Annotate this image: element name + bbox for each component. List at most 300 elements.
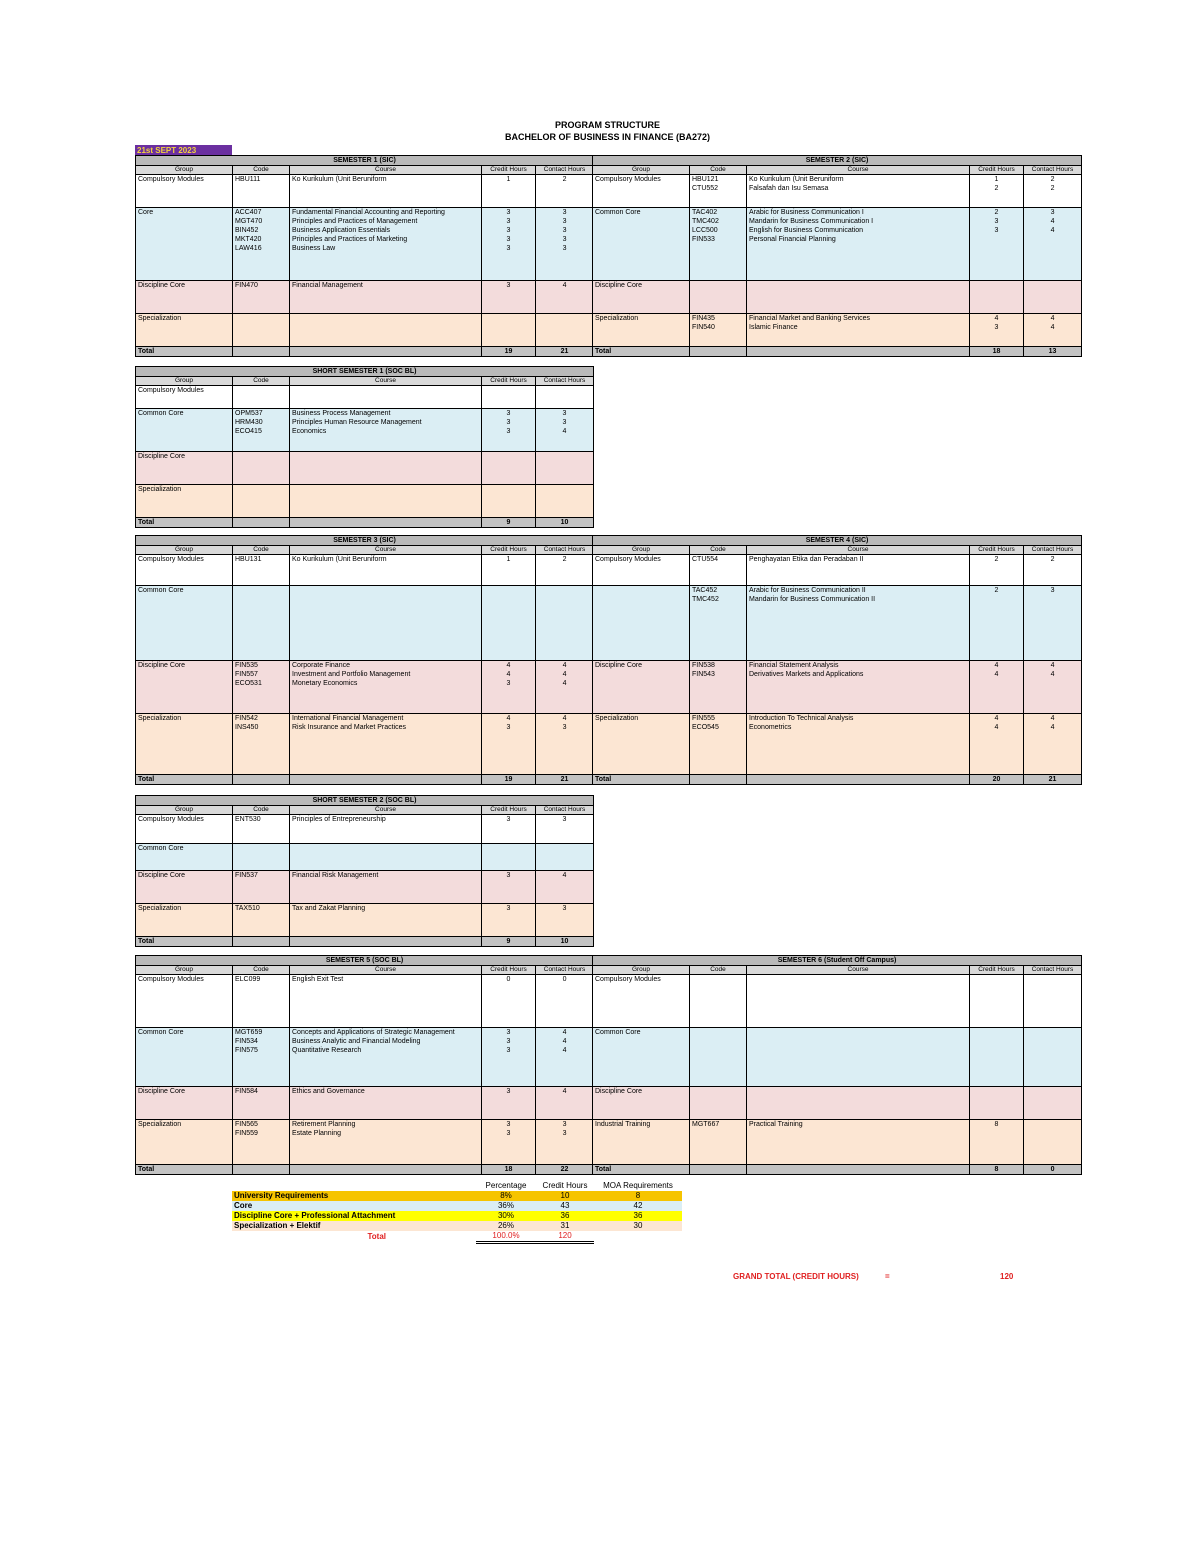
table-row: [136, 555, 594, 586]
credit-cell: [970, 586, 1024, 661]
code-header: Code: [233, 166, 290, 175]
total-code-cell: [690, 775, 747, 785]
contact-hours-header: Contact Hours: [536, 966, 594, 975]
credit-value: 4: [506, 662, 511, 669]
credit-value: 3: [506, 419, 511, 426]
total-contacts: 10: [536, 518, 594, 528]
table-row: [136, 314, 594, 347]
code-header: Code: [233, 806, 290, 815]
course-code: TMC402: [692, 218, 719, 225]
semester-title: SEMESTER 3 (SIC): [136, 536, 594, 546]
summary-total-row: [232, 1231, 682, 1243]
code-header: Code: [233, 966, 290, 975]
contact-cell: [1024, 714, 1082, 775]
course-name: Econometrics: [749, 724, 792, 731]
contact-cell: [1024, 975, 1082, 1028]
course-name: Quantitative Research: [292, 1047, 362, 1054]
table-row: [136, 452, 594, 485]
code-header: Code: [690, 546, 747, 555]
table-row: [593, 586, 1082, 661]
credit-value: 8: [994, 1121, 999, 1128]
code-cell: [233, 314, 290, 347]
group-header: Group: [593, 166, 690, 175]
semester-title-row: [593, 536, 1082, 546]
course-code: TMC452: [692, 596, 719, 603]
course-cell: [747, 1028, 970, 1087]
credit-cell: [482, 871, 536, 904]
contact-value: 4: [1050, 715, 1055, 722]
summary-total-empty: [594, 1231, 682, 1243]
table-row: [136, 208, 594, 281]
code-cell: [233, 485, 290, 518]
contact-cell: [536, 1028, 594, 1087]
contact-value: 4: [562, 671, 567, 678]
code-cell: [233, 904, 290, 937]
credit-value: 4: [994, 724, 999, 731]
total-course-cell: [290, 518, 482, 528]
course-cell: [290, 714, 482, 775]
course-code: MKT420: [235, 236, 262, 243]
total-label: Total: [136, 518, 233, 528]
summary-table: [232, 1181, 682, 1244]
contact-value: 0: [562, 976, 567, 983]
total-course-cell: [747, 775, 970, 785]
short-semester-2-table: [135, 795, 594, 947]
semester-title: SHORT SEMESTER 2 (SOC BL): [136, 796, 594, 806]
group-cell: Discipline Core: [593, 661, 690, 714]
credit-value: 4: [994, 662, 999, 669]
semester-title-row: [136, 956, 594, 966]
table-row: [593, 314, 1082, 347]
total-row: [136, 937, 594, 947]
credit-cell: [482, 1120, 536, 1165]
contact-cell: [536, 314, 594, 347]
code-cell: [233, 386, 290, 409]
credit-value: 3: [994, 324, 999, 331]
semester-title: SHORT SEMESTER 1 (SOC BL): [136, 367, 594, 377]
table-row: [593, 1028, 1082, 1087]
summary-moa-header: MOA Requirements: [603, 1181, 673, 1190]
course-code: FIN543: [692, 671, 715, 678]
summary-credit-hours: 36: [536, 1211, 594, 1221]
course-cell: [290, 1087, 482, 1120]
semester-title-row: [136, 367, 594, 377]
semester-title-row: [136, 796, 594, 806]
course-code: FIN534: [235, 1038, 258, 1045]
contact-cell: [536, 409, 594, 452]
contact-value: 3: [562, 724, 567, 731]
contact-cell: [536, 1087, 594, 1120]
total-credits: 18: [482, 1165, 536, 1175]
summary-row: [232, 1201, 682, 1211]
course-name: Practical Training: [749, 1121, 803, 1128]
course-code: FIN559: [235, 1130, 258, 1137]
code-cell: [690, 281, 747, 314]
summary-percentage: 8%: [476, 1191, 536, 1201]
credit-cell: [482, 904, 536, 937]
code-cell: [690, 1028, 747, 1087]
summary-moa: 8: [594, 1191, 682, 1201]
table-row: [136, 586, 594, 661]
credit-hours-header: Credit Hours: [482, 166, 536, 175]
semester-title-row: [593, 956, 1082, 966]
contact-value: 4: [1050, 324, 1055, 331]
group-cell: Discipline Core: [136, 1087, 233, 1120]
summary-label: University Requirements: [232, 1191, 476, 1201]
group-cell: Discipline Core: [593, 1087, 690, 1120]
table-row: [136, 661, 594, 714]
summary-row: [232, 1191, 682, 1201]
group-header: Group: [593, 546, 690, 555]
semester-title: SEMESTER 4 (SIC): [593, 536, 1082, 546]
table-row: [136, 175, 594, 208]
course-cell: [290, 409, 482, 452]
contact-value: 4: [1050, 218, 1055, 225]
total-code-cell: [233, 1165, 290, 1175]
code-cell: [690, 714, 747, 775]
summary-percentage: 26%: [476, 1221, 536, 1231]
group-cell: Specialization: [136, 314, 233, 347]
total-course-cell: [290, 775, 482, 785]
course-name: Business Law: [292, 245, 336, 252]
contact-cell: [536, 871, 594, 904]
contact-cell: [536, 904, 594, 937]
code-header: Code: [690, 966, 747, 975]
course-cell: [290, 208, 482, 281]
contact-hours-header: Contact Hours: [1024, 966, 1082, 975]
code-cell: [233, 815, 290, 844]
table-row: [136, 386, 594, 409]
course-header: Course: [290, 377, 482, 386]
course-cell: [747, 661, 970, 714]
course-code: FIN533: [692, 236, 715, 243]
course-name: Penghayatan Etika dan Peradaban II: [749, 556, 864, 563]
grand-total-label: GRAND TOTAL (CREDIT HOURS): [733, 1272, 859, 1281]
course-name: International Financial Management: [292, 715, 404, 722]
course-name: Estate Planning: [292, 1130, 342, 1137]
total-label: Total: [136, 775, 233, 785]
credit-value: 3: [506, 680, 511, 687]
group-cell: Specialization: [593, 314, 690, 347]
table-row: [136, 409, 594, 452]
table-row: [593, 975, 1082, 1028]
credit-value: 3: [506, 282, 511, 289]
course-code: LCC500: [692, 227, 718, 234]
credit-value: 3: [506, 1088, 511, 1095]
contact-cell: [536, 452, 594, 485]
credit-hours-header: Credit Hours: [970, 546, 1024, 555]
course-code: FIN584: [235, 1088, 258, 1095]
table-row: [136, 281, 594, 314]
course-code: ECO415: [235, 428, 262, 435]
contact-value: 3: [562, 419, 567, 426]
course-code: FIN565: [235, 1121, 258, 1128]
credit-cell: [482, 975, 536, 1028]
summary-label: Core: [232, 1201, 476, 1211]
total-credits: 9: [482, 518, 536, 528]
group-cell: Specialization: [593, 714, 690, 775]
contact-value: 4: [562, 1088, 567, 1095]
table-row: [593, 281, 1082, 314]
contact-value: 4: [562, 1029, 567, 1036]
group-header: Group: [136, 546, 233, 555]
credit-hours-header: Credit Hours: [970, 166, 1024, 175]
course-name: Business Application Essentials: [292, 227, 391, 234]
course-code: ELC099: [235, 976, 261, 983]
credit-value: 3: [506, 1047, 511, 1054]
course-name: Islamic Finance: [749, 324, 798, 331]
credit-hours-header: Credit Hours: [482, 377, 536, 386]
summary-percentage-header: Percentage: [485, 1181, 527, 1190]
credit-cell: [970, 314, 1024, 347]
group-cell: Specialization: [136, 1120, 233, 1165]
course-name: Concepts and Applications of Strategic Management: [292, 1029, 455, 1036]
contact-cell: [536, 208, 594, 281]
contact-cell: [536, 175, 594, 208]
code-cell: [233, 975, 290, 1028]
credit-cell: [970, 1087, 1024, 1120]
code-cell: [690, 208, 747, 281]
credit-value: 3: [506, 227, 511, 234]
group-cell: Discipline Core: [136, 661, 233, 714]
credit-value: 4: [994, 315, 999, 322]
contact-value: 2: [562, 556, 567, 563]
code-cell: [690, 586, 747, 661]
semester-title-row: [136, 536, 594, 546]
course-cell: [747, 714, 970, 775]
course-name: Principles and Practices of Management: [292, 218, 418, 225]
contact-value: 4: [1050, 315, 1055, 322]
contact-cell: [536, 975, 594, 1028]
group-cell: Specialization: [136, 485, 233, 518]
credit-value: 4: [994, 715, 999, 722]
semester-3-table: [135, 535, 594, 785]
code-cell: [233, 1120, 290, 1165]
course-cell: [290, 314, 482, 347]
contact-value: 4: [562, 872, 567, 879]
credit-cell: [482, 485, 536, 518]
course-code: HRM430: [235, 419, 263, 426]
course-code: OPM537: [235, 410, 263, 417]
code-cell: [233, 175, 290, 208]
credit-value: 3: [506, 905, 511, 912]
total-row: [136, 518, 594, 528]
credit-cell: [970, 208, 1024, 281]
course-cell: [290, 452, 482, 485]
course-name: Mandarin for Business Communication II: [749, 596, 876, 603]
course-code: LAW416: [235, 245, 262, 252]
contact-value: 4: [1050, 724, 1055, 731]
total-label: Total: [593, 347, 690, 357]
course-code: INS450: [235, 724, 259, 731]
group-cell: Discipline Core: [136, 452, 233, 485]
course-name: Falsafah dan Isu Semasa: [749, 185, 829, 192]
credit-value: 3: [506, 410, 511, 417]
contact-cell: [536, 1120, 594, 1165]
credit-cell: [482, 409, 536, 452]
contact-value: 3: [562, 227, 567, 234]
contact-cell: [536, 281, 594, 314]
code-header: Code: [690, 166, 747, 175]
credit-value: 3: [506, 236, 511, 243]
course-name: Personal Financial Planning: [749, 236, 836, 243]
contact-value: 2: [562, 176, 567, 183]
table-row: [593, 714, 1082, 775]
course-cell: [747, 208, 970, 281]
semester-title: SEMESTER 5 (SOC BL): [136, 956, 594, 966]
grand-total-equals: =: [885, 1272, 890, 1281]
group-cell: [593, 586, 690, 661]
total-contacts: 13: [1024, 347, 1082, 357]
code-cell: [233, 452, 290, 485]
course-name: English Exit Test: [292, 976, 344, 983]
course-header: Course: [290, 166, 482, 175]
code-header: Code: [233, 546, 290, 555]
code-cell: [233, 1028, 290, 1087]
course-cell: [747, 281, 970, 314]
credit-cell: [482, 661, 536, 714]
contact-hours-header: Contact Hours: [536, 166, 594, 175]
summary-total-credit-hours: 120: [536, 1231, 594, 1243]
contact-cell: [1024, 314, 1082, 347]
summary-credit-hours-header: Credit Hours: [542, 1181, 588, 1190]
credit-cell: [482, 815, 536, 844]
course-cell: [290, 555, 482, 586]
table-row: [593, 1120, 1082, 1165]
semester-1-table: [135, 155, 594, 357]
contact-cell: [536, 844, 594, 871]
credit-value: 3: [506, 1038, 511, 1045]
course-code: ECO531: [235, 680, 262, 687]
group-cell: Common Core: [593, 1028, 690, 1087]
course-code: ACC407: [235, 209, 262, 216]
contact-cell: [536, 386, 594, 409]
contact-value: 3: [1050, 587, 1055, 594]
group-cell: Compulsory Modules: [136, 555, 233, 586]
total-label: Total: [136, 1165, 233, 1175]
group-cell: Compulsory Modules: [593, 555, 690, 586]
total-row: [136, 1165, 594, 1175]
course-name: Ko Kurikulum (Unit Beruniform: [749, 176, 844, 183]
total-credits: 19: [482, 775, 536, 785]
column-header-row: [593, 546, 1082, 555]
semester-title: SEMESTER 6 (Student Off Campus): [593, 956, 1082, 966]
semester-title-row: [593, 156, 1082, 166]
group-cell: Industrial Training: [593, 1120, 690, 1165]
grand-total-value: 120: [1000, 1272, 1014, 1281]
credit-value: 3: [506, 209, 511, 216]
contact-cell: [1024, 1120, 1082, 1165]
code-cell: [233, 714, 290, 775]
table-row: [593, 175, 1082, 208]
course-code: MGT659: [235, 1029, 263, 1036]
credit-value: 4: [506, 671, 511, 678]
contact-cell: [1024, 586, 1082, 661]
credit-cell: [482, 714, 536, 775]
course-cell: [290, 175, 482, 208]
course-code: CTU552: [692, 185, 719, 192]
credit-hours-header: Credit Hours: [482, 546, 536, 555]
contact-value: 3: [562, 410, 567, 417]
total-row: [593, 1165, 1082, 1175]
credit-value: 2: [994, 587, 999, 594]
course-name: Investment and Portfolio Management: [292, 671, 411, 678]
course-code: TAX510: [235, 905, 260, 912]
course-name: Mandarin for Business Communication I: [749, 218, 874, 225]
contact-value: 4: [1050, 227, 1055, 234]
course-code: TAC452: [692, 587, 718, 594]
total-code-cell: [690, 347, 747, 357]
group-cell: Compulsory Modules: [593, 975, 690, 1028]
total-label: Total: [593, 775, 690, 785]
course-name: Ethics and Governance: [292, 1088, 365, 1095]
contact-value: 4: [1050, 662, 1055, 669]
code-cell: [690, 975, 747, 1028]
credit-cell: [482, 175, 536, 208]
code-cell: [690, 555, 747, 586]
total-credits: 9: [482, 937, 536, 947]
credit-value: 2: [994, 185, 999, 192]
credit-value: 3: [506, 428, 511, 435]
group-header: Group: [136, 166, 233, 175]
course-name: Financial Statement Analysis: [749, 662, 839, 669]
code-cell: [690, 175, 747, 208]
credit-cell: [482, 452, 536, 485]
credit-cell: [482, 844, 536, 871]
table-row: [136, 1120, 594, 1165]
short-semester-1-table: [135, 366, 594, 528]
contact-value: 4: [562, 1047, 567, 1054]
code-cell: [233, 208, 290, 281]
group-cell: Compulsory Modules: [136, 175, 233, 208]
course-code: HBU111: [235, 176, 261, 183]
group-cell: Common Core: [136, 844, 233, 871]
course-name: Economics: [292, 428, 327, 435]
credit-value: 2: [994, 556, 999, 563]
course-cell: [290, 975, 482, 1028]
course-name: Introduction To Technical Analysis: [749, 715, 854, 722]
course-code: FIN470: [235, 282, 258, 289]
table-row: [136, 975, 594, 1028]
course-header: Course: [747, 166, 970, 175]
contact-value: 2: [1050, 556, 1055, 563]
course-code: FIN538: [692, 662, 715, 669]
course-name: Derivatives Markets and Applications: [749, 671, 864, 678]
total-course-cell: [747, 1165, 970, 1175]
contact-cell: [536, 586, 594, 661]
contact-value: 3: [562, 905, 567, 912]
total-contacts: 21: [536, 775, 594, 785]
credit-value: 1: [506, 556, 511, 563]
total-contacts: 21: [1024, 775, 1082, 785]
course-name: Arabic for Business Communication II: [749, 587, 866, 594]
total-course-cell: [290, 347, 482, 357]
course-name: Ko Kurikulum (Unit Beruniform: [292, 176, 387, 183]
course-cell: [747, 314, 970, 347]
contact-value: 3: [562, 1130, 567, 1137]
credit-cell: [482, 586, 536, 661]
group-cell: Compulsory Modules: [136, 975, 233, 1028]
course-header: Course: [747, 546, 970, 555]
contact-value: 4: [562, 1038, 567, 1045]
group-cell: Compulsory Modules: [593, 175, 690, 208]
semester-5-table: [135, 955, 594, 1175]
course-code: TAC402: [692, 209, 718, 216]
column-header-row: [136, 546, 594, 555]
date-tag: 21st SEPT 2023: [135, 145, 232, 156]
group-cell: Common Core: [136, 409, 233, 452]
course-code: FIN575: [235, 1047, 258, 1054]
